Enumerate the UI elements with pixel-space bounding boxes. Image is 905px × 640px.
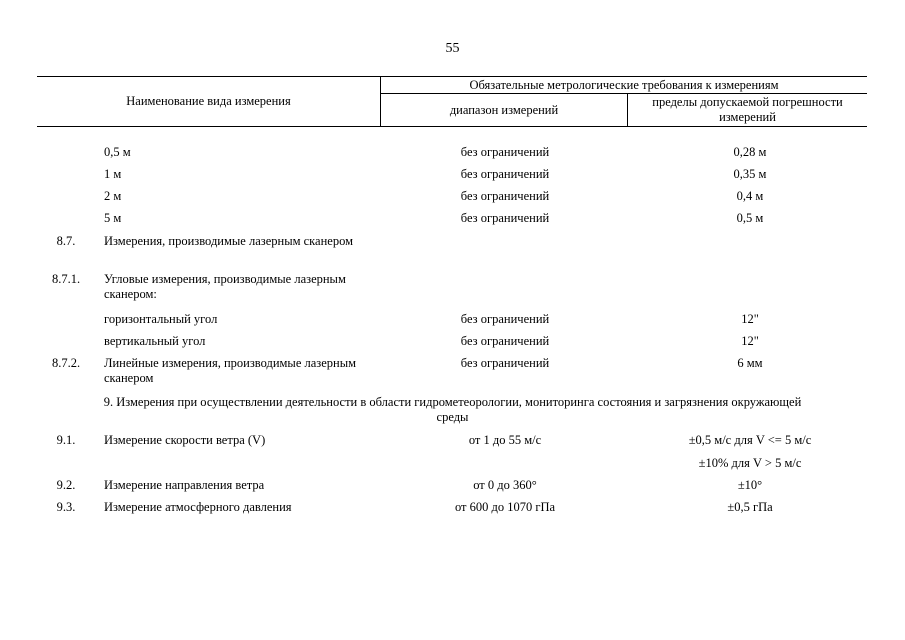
row-name: 0,5 м (104, 145, 131, 159)
row-range: без ограничений (460, 189, 550, 203)
row-tolerance: 6 мм (737, 356, 763, 370)
row-number: 8.7.1. (51, 272, 81, 286)
page-number: 55 (445, 41, 460, 56)
header-requirements-group: Обязательные метрологические требования к измерениям (469, 78, 779, 92)
row-name: горизонтальный угол (104, 312, 218, 326)
header-tolerance: пределы допускаемой погрешности измерений (652, 95, 843, 124)
row-number: 8.7. (56, 234, 76, 248)
row-number: 9.1. (56, 433, 76, 447)
row-name: 2 м (104, 189, 122, 203)
row-name: Измерение скорости ветра (V) (104, 433, 266, 447)
row-name: Линейные измерения, производимые лазерным сканером (104, 356, 357, 385)
row-tolerance: 0,5 м (736, 211, 764, 225)
row-number: 8.7.2. (51, 356, 81, 370)
row-tolerance: 12" (741, 334, 759, 348)
header-measurement-name: Наименование вида измерения (126, 94, 291, 108)
row-range: без ограничений (460, 334, 550, 348)
row-range: без ограничений (460, 145, 550, 159)
row-tolerance: 0,28 м (733, 145, 767, 159)
row-range: без ограничений (460, 211, 550, 225)
row-name: Измерение атмосферного давления (104, 500, 292, 514)
row-name: Измерения, производимые лазерным сканером (104, 234, 354, 248)
row-range: без ограничений (460, 312, 550, 326)
row-tolerance: ±10% для V > 5 м/с (698, 456, 802, 470)
row-tolerance: ±0,5 гПа (727, 500, 773, 514)
header-range: диапазон измерений (449, 102, 559, 117)
row-tolerance: ±10° (737, 478, 763, 492)
section-title: 9. Измерения при осуществлении деятельности в области гидрометеорологии, мониторинга состояния и загрязнения окружающей среды (103, 395, 802, 424)
row-tolerance: 12" (741, 312, 759, 326)
row-name: 5 м (104, 211, 122, 225)
row-range: от 1 до 55 м/с (468, 433, 542, 447)
row-tolerance: ±0,5 м/с для V <= 5 м/с (688, 433, 812, 447)
row-tolerance: 0,4 м (736, 189, 764, 203)
table-header (37, 76, 867, 127)
row-name: вертикальный угол (104, 334, 206, 348)
row-range: от 600 до 1070 гПа (454, 500, 556, 514)
row-number: 9.2. (56, 478, 76, 492)
row-name: 1 м (104, 167, 122, 181)
row-range: от 0 до 360° (473, 478, 537, 492)
row-name: Угловые измерения, производимые лазерным сканером: (104, 272, 346, 301)
row-name: Измерение направления ветра (104, 478, 265, 492)
row-range: без ограничений (460, 356, 550, 370)
row-range: без ограничений (460, 167, 550, 181)
row-number: 9.3. (56, 500, 76, 514)
row-tolerance: 0,35 м (733, 167, 767, 181)
